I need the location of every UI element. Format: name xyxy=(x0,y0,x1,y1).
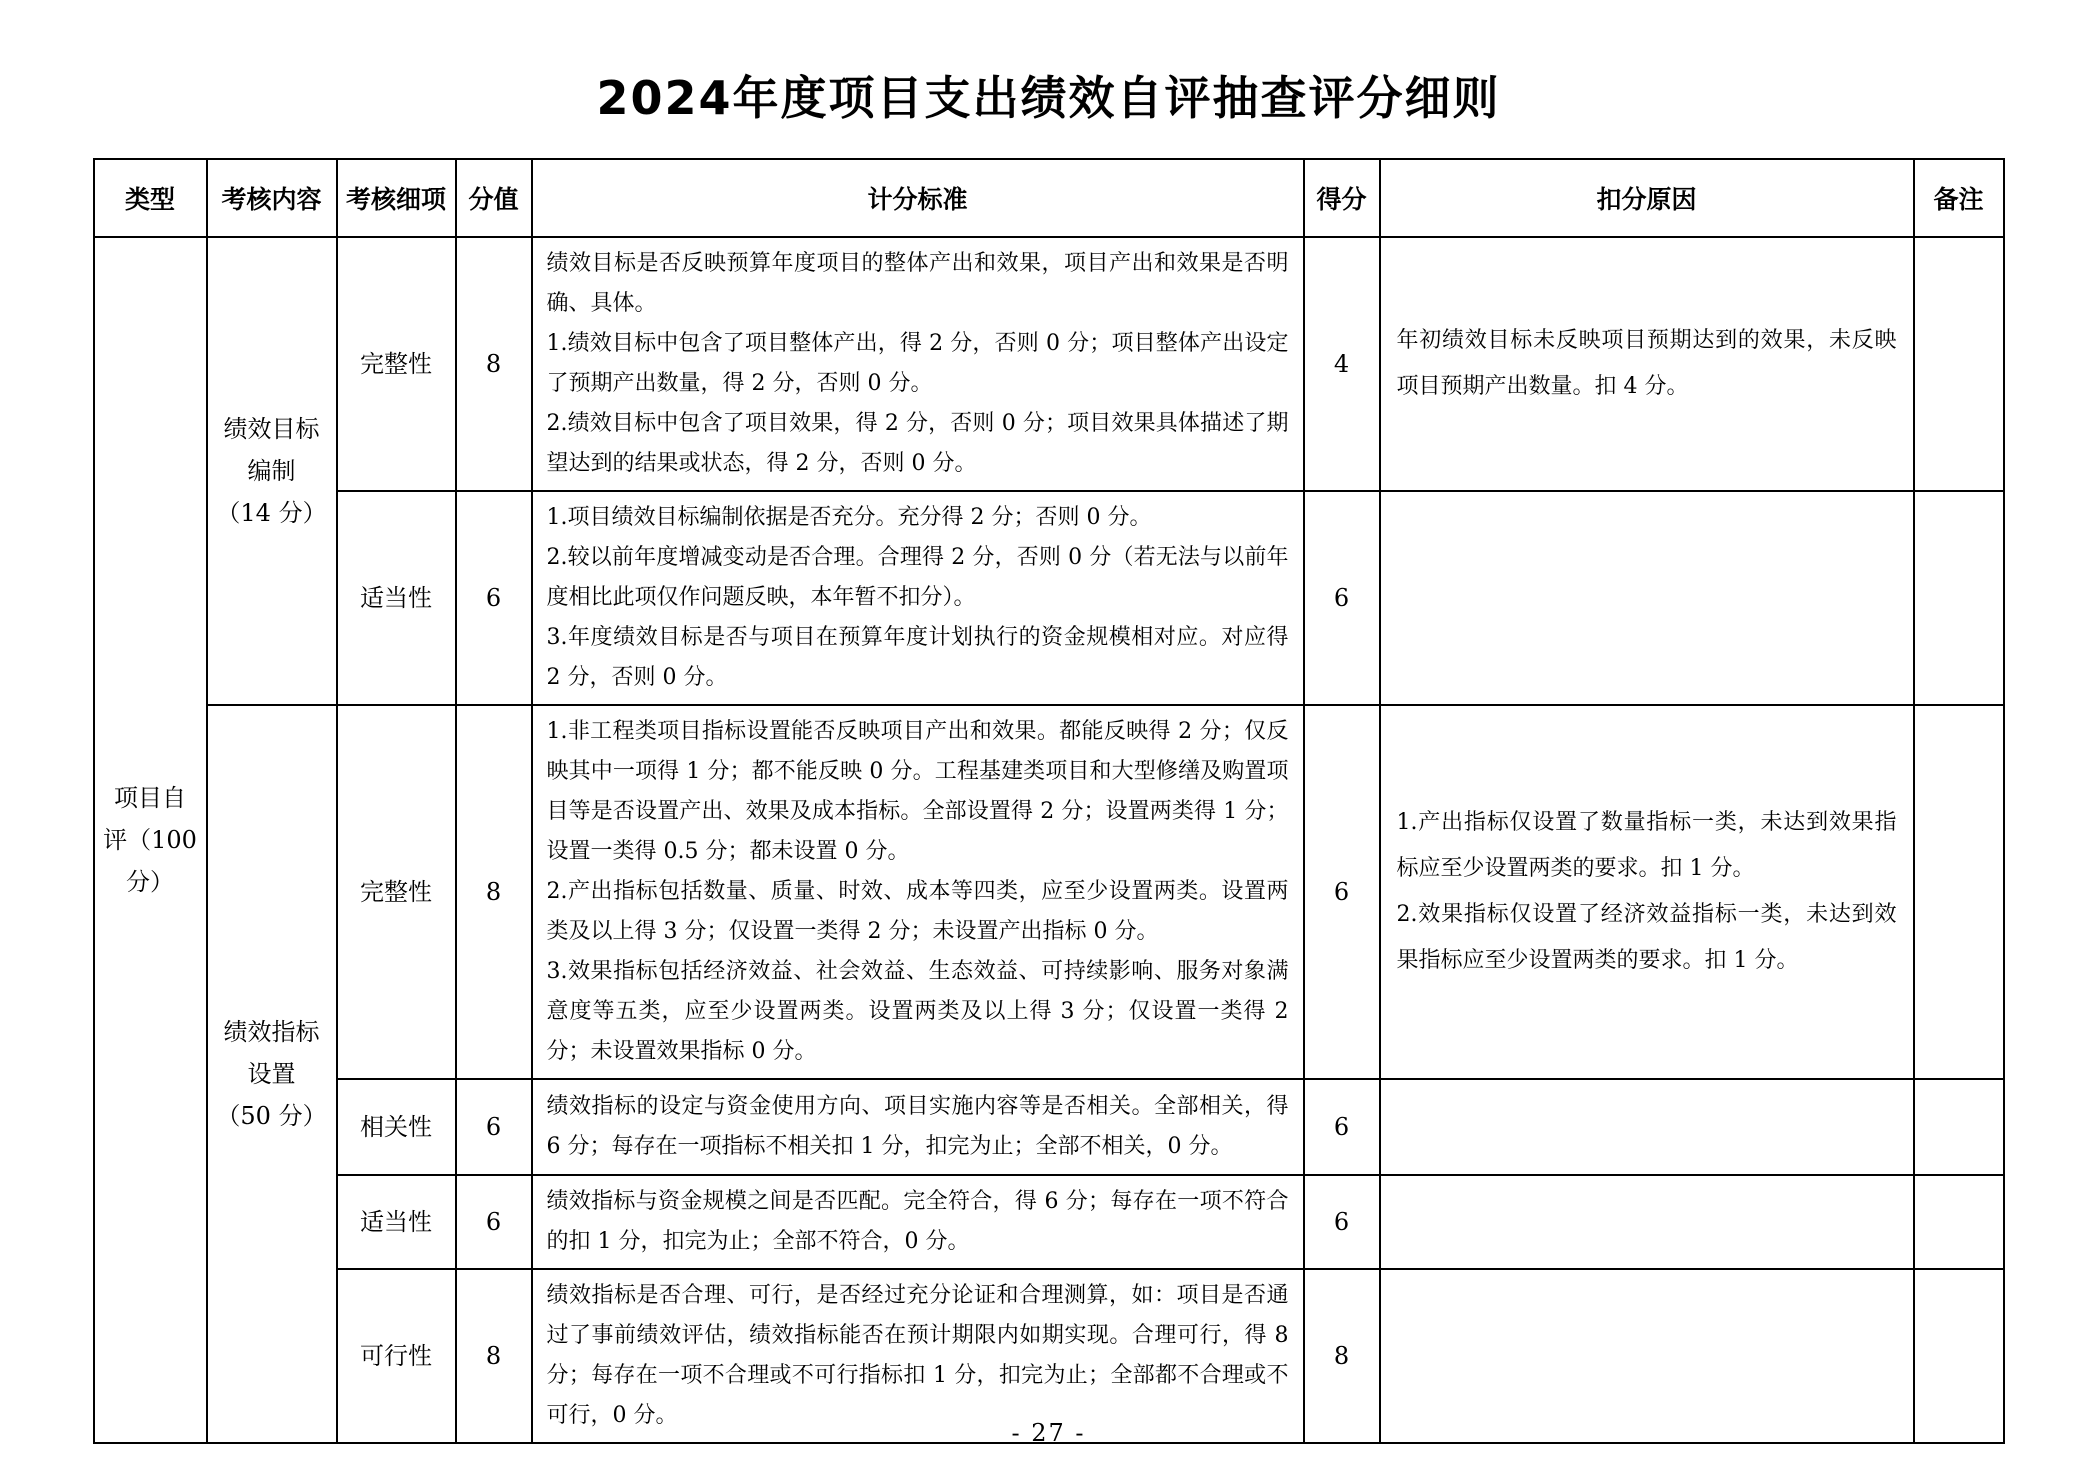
score-cell: 6 xyxy=(1304,491,1380,705)
table-row xyxy=(94,491,2004,705)
criteria-paragraph: 1.绩效目标中包含了项目整体产出，得 2 分，否则 0 分；项目整体产出设定了预期产出数量，得 2 分，否则 0 分。 xyxy=(546,331,1289,396)
criteria-paragraph: 3.效果指标包括经济效益、社会效益、生态效益、可持续影响、服务对象满意度等五类，应至少设置两类。设置两类及以上得 3 分；仅设置一类得 2 分；未设置效果指标 0 分。 xyxy=(546,959,1289,1064)
content-group-line: 设置 xyxy=(247,1060,296,1088)
table-row xyxy=(94,1175,2004,1269)
criteria-cell xyxy=(532,491,1304,705)
content-group-line: 绩效目标 xyxy=(223,415,320,443)
criteria-paragraph: 3.年度绩效目标是否与项目在预算年度计划执行的资金规模相对应。对应得 2 分，否则 0 分。 xyxy=(546,625,1289,690)
col-header-content: 考核内容 xyxy=(207,159,337,237)
remark-cell xyxy=(1914,1269,2004,1443)
criteria-paragraph: 2.绩效目标中包含了项目效果，得 2 分，否则 0 分；项目效果具体描述了期望达到的结果或状态，得 2 分，否则 0 分。 xyxy=(546,411,1289,476)
type-cell-line: 分） xyxy=(126,868,174,896)
deduction-paragraph: 1.产出指标仅设置了数量指标一类，未达到效果指标应至少设置两类的要求。扣 1 分。 xyxy=(1396,810,1897,881)
score-value-cell: 8 xyxy=(456,705,532,1079)
score-value-cell: 6 xyxy=(456,491,532,705)
remark-cell xyxy=(1914,1175,2004,1269)
detail-cell: 完整性 xyxy=(337,705,456,1079)
deduction-paragraph: 2.效果指标仅设置了经济效益指标一类，未达到效果指标应至少设置两类的要求。扣 1 分。 xyxy=(1396,902,1897,973)
type-cell xyxy=(94,237,207,1443)
criteria-cell xyxy=(532,1175,1304,1269)
col-header-criteria: 计分标准 xyxy=(532,159,1304,237)
criteria-cell xyxy=(532,1079,1304,1175)
score-cell: 6 xyxy=(1304,705,1380,1079)
deduction-cell xyxy=(1380,491,1914,705)
criteria-cell xyxy=(532,237,1304,491)
content-group-line: 编制 xyxy=(247,457,296,485)
criteria-paragraph: 2.产出指标包括数量、质量、时效、成本等四类，应至少设置两类。设置两类及以上得 3 分；仅设置一类得 2 分；未设置产出指标 0 分。 xyxy=(546,879,1289,944)
table-header-row xyxy=(94,159,2004,237)
content-group-line: 绩效指标 xyxy=(223,1018,320,1046)
col-header-value: 分值 xyxy=(456,159,532,237)
detail-cell: 可行性 xyxy=(337,1269,456,1443)
score-value-cell: 6 xyxy=(456,1175,532,1269)
table-row xyxy=(94,1269,2004,1443)
criteria-cell xyxy=(532,705,1304,1079)
type-cell-line: 评（100 xyxy=(103,826,197,854)
deduction-cell xyxy=(1380,705,1914,1079)
score-cell: 6 xyxy=(1304,1079,1380,1175)
content-group-cell xyxy=(207,237,337,705)
detail-cell: 相关性 xyxy=(337,1079,456,1175)
deduction-cell xyxy=(1380,237,1914,491)
remark-cell xyxy=(1914,705,2004,1079)
col-header-remark: 备注 xyxy=(1914,159,2004,237)
score-cell: 6 xyxy=(1304,1175,1380,1269)
score-value-cell: 8 xyxy=(456,1269,532,1443)
col-header-type: 类型 xyxy=(94,159,207,237)
content-group-line: （50 分） xyxy=(216,1102,327,1130)
table-row xyxy=(94,237,2004,491)
page-number: - 27 - xyxy=(1011,1419,1086,1447)
criteria-paragraph: 2.较以前年度增减变动是否合理。合理得 2 分，否则 0 分（若无法与以前年度相比此项仅作问题反映，本年暂不扣分）。 xyxy=(546,545,1289,610)
col-header-detail: 考核细项 xyxy=(337,159,456,237)
deduction-cell xyxy=(1380,1079,1914,1175)
col-header-deduction: 扣分原因 xyxy=(1380,159,1914,237)
score-cell: 4 xyxy=(1304,237,1380,491)
page-title: 2024年度项目支出绩效自评抽查评分细则 xyxy=(596,71,1501,125)
content-group-line: （14 分） xyxy=(216,499,327,527)
criteria-paragraph: 绩效指标是否合理、可行，是否经过充分论证和合理测算，如：项目是否通过了事前绩效评估，绩效指标能否在预计期限内如期实现。合理可行，得 8 分；每存在一项不合理或不可行指标扣 1 分，扣完为止；全部都不合理或不可行，0 分。 xyxy=(546,1283,1289,1428)
detail-cell: 适当性 xyxy=(337,1175,456,1269)
table-row xyxy=(94,705,2004,1079)
criteria-paragraph: 绩效指标与资金规模之间是否匹配。完全符合，得 6 分；每存在一项不符合的扣 1 分，扣完为止；全部不符合，0 分。 xyxy=(546,1189,1289,1254)
criteria-paragraph: 1.非工程类项目指标设置能否反映项目产出和效果。都能反映得 2 分；仅反映其中一项得 1 分；都不能反映 0 分。工程基建类项目和大型修缮及购置项目等是否设置产出、效果及成本指标。全部设置得 2 分；设置两类得 1 分；设置一类得 0.5 分；都未设置 0 分。 xyxy=(546,719,1289,864)
detail-cell: 完整性 xyxy=(337,237,456,491)
criteria-paragraph: 绩效指标的设定与资金使用方向、项目实施内容等是否相关。全部相关，得 6 分；每存在一项指标不相关扣 1 分，扣完为止；全部不相关，0 分。 xyxy=(546,1094,1289,1159)
score-cell: 8 xyxy=(1304,1269,1380,1443)
scoring-rules-table xyxy=(93,158,2005,1444)
score-value-cell: 8 xyxy=(456,237,532,491)
deduction-paragraph: 年初绩效目标未反映项目预期达到的效果，未反映项目预期产出数量。扣 4 分。 xyxy=(1396,328,1897,399)
deduction-cell xyxy=(1380,1269,1914,1443)
remark-cell xyxy=(1914,237,2004,491)
table-row xyxy=(94,1079,2004,1175)
type-cell-line: 项目自 xyxy=(114,784,186,812)
remark-cell xyxy=(1914,1079,2004,1175)
score-value-cell: 6 xyxy=(456,1079,532,1175)
deduction-cell xyxy=(1380,1175,1914,1269)
col-header-score: 得分 xyxy=(1304,159,1380,237)
remark-cell xyxy=(1914,491,2004,705)
criteria-cell xyxy=(532,1269,1304,1443)
detail-cell: 适当性 xyxy=(337,491,456,705)
criteria-paragraph: 绩效目标是否反映预算年度项目的整体产出和效果，项目产出和效果是否明确、具体。 xyxy=(546,251,1289,316)
criteria-paragraph: 1.项目绩效目标编制依据是否充分。充分得 2 分；否则 0 分。 xyxy=(546,505,1152,530)
content-group-cell xyxy=(207,705,337,1443)
